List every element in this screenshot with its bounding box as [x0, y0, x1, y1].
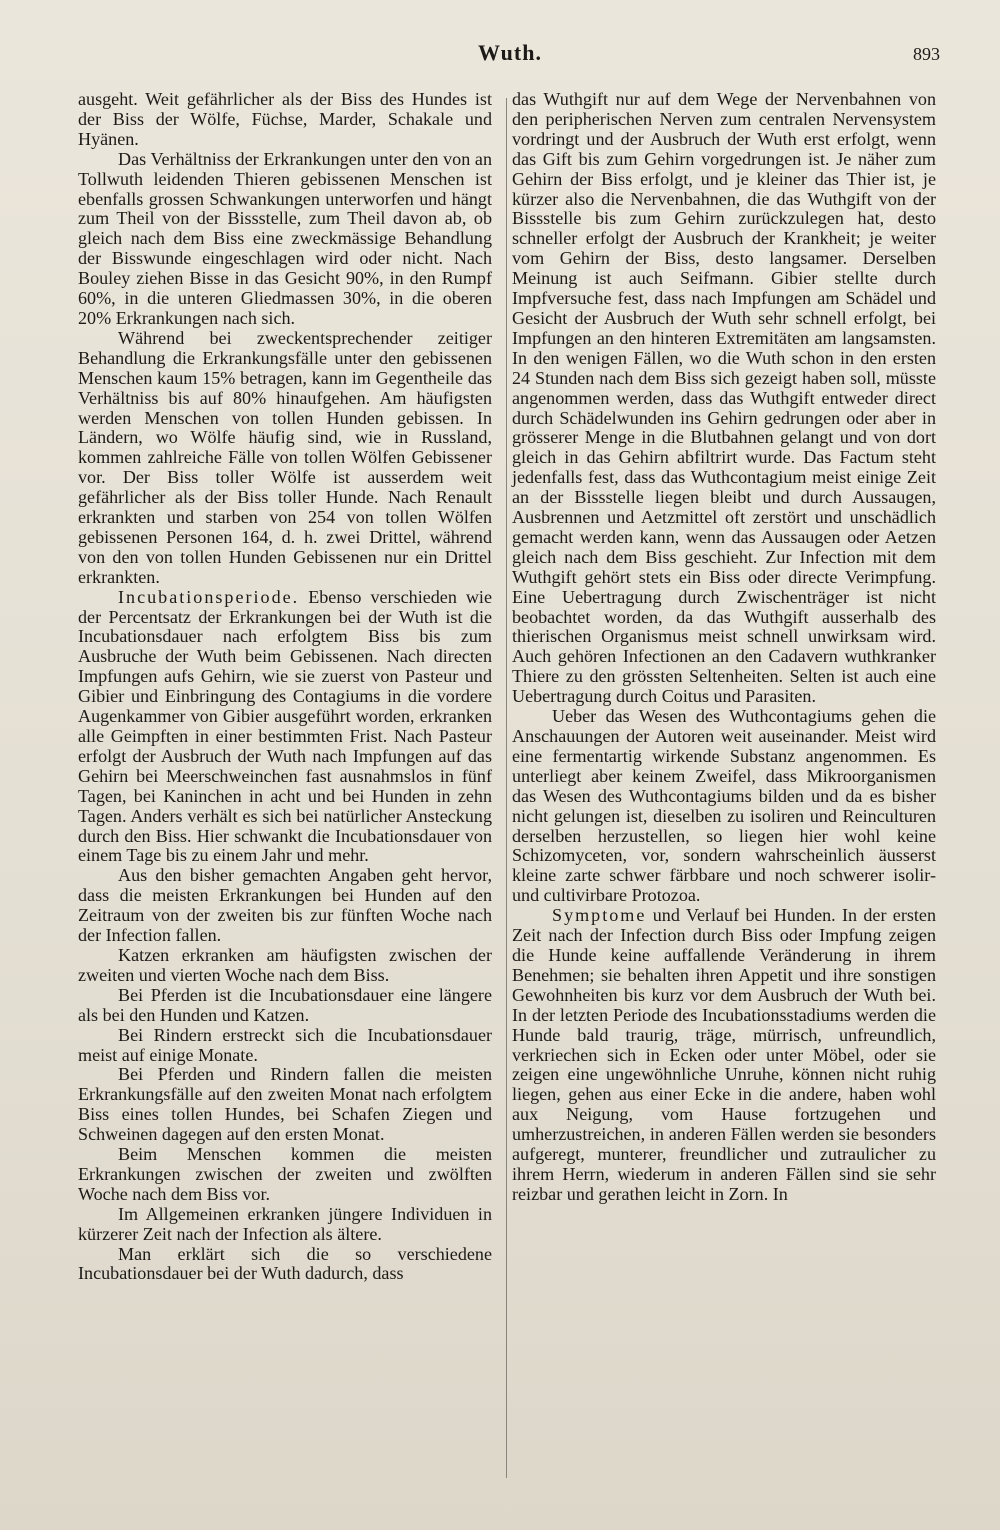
paragraph: Im Allgemeinen erkranken jüngere Individuen in kürzerer Zeit nach der Infection als ältere.: [78, 1203, 492, 1244]
page-header: [80, 40, 940, 74]
page-number: 893: [913, 44, 940, 64]
paragraph: Man erklärt sich die so verschiedene Incubationsdauer bei der Wuth dadurch, dass: [78, 1243, 492, 1284]
paragraph: ausgeht. Weit gefährlicher als der Biss des Hundes ist der Biss der Wölfe, Füchse, Marder, Schakale und Hyänen.: [78, 89, 492, 149]
paragraph: Beim Menschen kommen die meisten Erkrankungen zwischen der zweiten und zwölften Woche nach dem Biss vor.: [78, 1144, 492, 1204]
paragraph: Bei Pferden ist die Incubationsdauer eine längere als bei den Hunden und Katzen.: [78, 984, 492, 1025]
paragraph-incubation: [78, 588, 492, 867]
paragraph: Katzen erkranken am häufigsten zwischen der zweiten und vierten Woche nach dem Biss.: [78, 944, 492, 985]
paragraph: Während bei zweckentsprechender zeitiger Behandlung die Erkrankungsfälle unter den gebissenen Menschen kaum 15% betragen, kann im Gegentheile das Verhältniss bis auf 80% hinaufgehen. Am häufigsten werden Menschen von tollen Hunden gebissen. In Ländern, wo Wölfe häufig sind, wie in Russland, kommen zahlreiche Fälle von tollen Wölfen Gebissener vor. Der Biss toller Wölfe ist ausserdem weit gefährlicher als der Biss toller Hunde. Nach Renault erkrankten und starben von 254 von tollen Wölfen gebissenen Personen 164, d. h. zwei Drittel, während von den von tollen Hunden Gebissenen nur ein Drittel erkrankten.: [78, 327, 492, 587]
paragraph-text: und Verlauf bei Hunden. In der ersten Zeit nach der Infection durch Biss oder Impfung zeigen die Hunde keine auffallende Veränderung in ihrem Benehmen; sie behalten ihren Appetit und ihre sonstigen Gewohnheiten bis kurz vor dem Ausbruch der Wuth bei. In der letzten Periode des Incubationsstadiums werden die Hunde bald traurig, träge, mürrisch, unfreundlich, verkriechen sich in Ecken oder unter Möbel, oder sie zeigen eine ungewöhnliche Unruhe, können nicht ruhig liegen, gehen aus einer Ecke in die andere, haben wohl aux Neigung, vom Hause fortzugehen und umherzustreichen, in anderen Fällen werden sie besonders aufgeregt, munterer, freundlicher und zutraulicher zu ihrem Herrn, wiederum in anderen Fällen sind sie sehr reizbar und gerathen leicht in Zorn. In: [512, 905, 936, 1204]
paragraph-text: Ebenso verschieden wie der Percentsatz der Erkrankungen bei der Wuth ist die Incubationsdauer nach erfolgtem Biss bis zum Ausbruche der Wuth beim Gebissenen. Nach directen Impfungen aufs Gehirn, wie sie zuerst von Pasteur und Gibier und Einbringung des Contagiums in die vordere Augenkammer von Gibier ausgeführt worden, erkranken alle Geimpften in einer bestimmten Frist. Nach Pasteur erfolgt der Ausbruch der Wuth nach Impfungen auf das Gehirn bei Meerschweinchen fast ausnahmslos in fünf Tagen, bei Kaninchen in acht und bei Hunden in zehn Tagen. Anders verhält es sich bei natürlicher Ansteckung durch den Biss. Hier schwankt die Incubationsdauer von einem Tage bis zu einem Jahr und mehr.: [78, 586, 492, 866]
paragraph: das Wuthgift nur auf dem Wege der Nervenbahnen von den peripherischen Nerven zum centralen Nervensystem vordringt und der Ausbruch der Wuth erst erfolgt, wenn das Gift bis zum Gehirn vorgedrungen ist. Je näher zum Gehirn der Biss erfolgt, und je kleiner das Thier ist, je kürzer also die Nervenbahnen, die das Wuthgift von der Bissstelle bis zum Gehirn zurückzulegen hat, desto schneller erfolgt der Ausbruch der Krankheit; je weiter vom Gehirn der Biss, desto langsamer. Derselben Meinung ist auch Seifmann. Gibier stellte durch Impfversuche fest, dass nach Impfungen am Schädel und Gesicht der Ausbruch der Wuth sehr schnell erfolgt, bei Impfungen an den hinteren Extremitäten am langsamsten. In den wenigen Fällen, wo die Wuth schon in den ersten 24 Stunden nach dem Biss sich gezeigt haben soll, müsste angenommen werden, dass das Wuthgift entweder direct durch Schädelwunden ins Gehirn gedrungen oder aber in grösserer Menge in die Blutbahnen gelangt und von dort gleich in das Gehirn abfiltrirt wurde. Das Factum steht jedenfalls fest, dass das Wuthcontagium meist einige Zeit an der Bissstelle liegen bleibt und durch Aussaugen, Ausbrennen und Aetzmittel oft zerstört und unschädlich gemacht werden kann, wenn das Aussaugen oder Aetzen gleich nach dem Biss geschieht. Zur Infection mit dem Wuthgift gehört stets ein Biss oder directe Verimpfung. Eine Uebertragung durch Zwischenträger ist nicht beobachtet worden, da das Wuthgift ausserhalb des thierischen Organismus meist schnell unwirksam wird. Auch gehören Infectionen an den Cadavern wuthkranker Thiere zu den grössten Seltenheiten. Selten ist auch eine Uebertragung durch Coitus und Parasiten.: [512, 89, 936, 707]
paragraph: Bei Pferden und Rindern fallen die meisten Erkrankungsfälle auf den zweiten Monat nach erfolgtem Biss eines tollen Hundes, bei Schafen Ziegen und Schweinen dagegen auf den ersten Monat.: [78, 1064, 492, 1145]
column-divider: [506, 98, 507, 1478]
paragraph: Das Verhältniss der Erkrankungen unter den von an Tollwuth leidenden Thieren gebissenen Menschen ist ebenfalls grossen Schwankungen unterworfen und hängt zum Theil von der Bissstelle, zum Theil davon ab, ob gleich nach dem Biss eine zweckmässige Behandlung der Bisswunde eingeschlagen wird oder nicht. Nach Bouley ziehen Bisse in das Gesicht 90%, in den Rumpf 60%, in die unteren Gliedmassen 30%, in die oberen 20% Erkrankungen nach sich.: [78, 148, 492, 328]
paragraph-symptome: [512, 906, 936, 1205]
running-title: Wuth.: [478, 40, 542, 65]
right-column: [512, 90, 936, 1205]
paragraph: Aus den bisher gemachten Angaben geht hervor, dass die meisten Erkrankungen bei Hunden auf den Zeitraum von der zweiten bis zur fünften Woche nach der Infection fallen.: [78, 865, 492, 946]
section-heading-incubation: Incubationsperiode.: [118, 586, 300, 607]
section-heading-symptome: Symptome: [552, 905, 647, 926]
paragraph: Bei Rindern erstreckt sich die Incubationsdauer meist auf einige Monate.: [78, 1024, 492, 1065]
paragraph: Ueber das Wesen des Wuthcontagiums gehen die Anschauungen der Autoren weit auseinander. Meist wird eine fermentartig wirkende Substanz angenommen. Es unterliegt aber keinem Zweifel, dass Mikroorganismen das Wesen des Wuthcontagiums bilden und da es bisher nicht gelungen ist, dieselben zu isoliren und Reinculturen derselben herzustellen, so liegen hier wohl keine Schizomyceten, vor, sondern wahrscheinlich äusserst kleine zarte schwer färbbare und noch schwerer isolir- und cultivirbare Protozoa.: [512, 706, 936, 906]
left-column: [78, 90, 492, 1284]
